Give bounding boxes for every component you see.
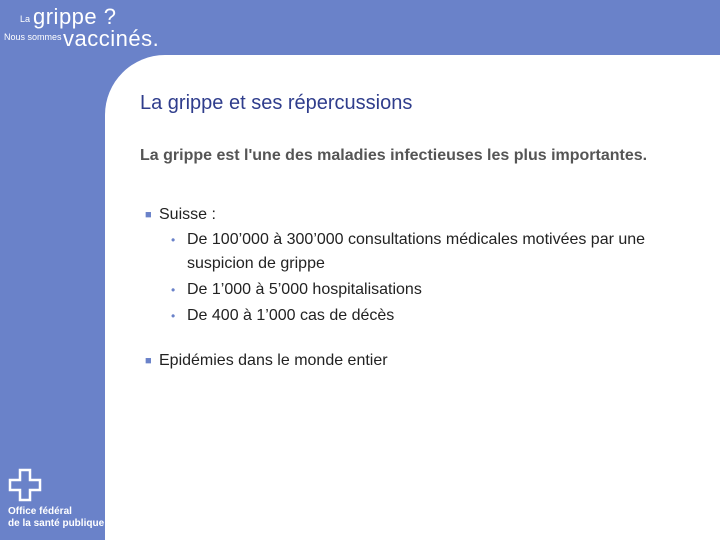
sub-bullet-label: De 400 à 1’000 cas de décès xyxy=(187,307,395,324)
dot-bullet-icon: • xyxy=(171,233,176,247)
office-name-line-2: de la santé publique xyxy=(8,518,105,529)
bullet-item xyxy=(145,204,715,226)
office-logo xyxy=(6,468,104,534)
slide-title: La grippe et ses répercussions xyxy=(140,92,413,114)
campaign-logo xyxy=(0,0,200,55)
logo-big-text-2: vaccinés. xyxy=(63,26,160,51)
sub-bullet-item xyxy=(171,304,715,328)
logo-small-text-1: La xyxy=(20,14,31,24)
sub-bullet-item xyxy=(171,278,715,302)
bullet-list xyxy=(145,204,715,372)
intro-text: La grippe est l'une des maladies infectieuses les plus importantes. xyxy=(140,147,648,164)
sub-bullet-label: De 1’000 à 5’000 hospitalisations xyxy=(187,281,422,298)
office-name-line-1: Office fédéral xyxy=(8,506,72,517)
sub-bullet-item xyxy=(171,228,715,276)
sub-bullet-label: De 100’000 à 300’000 consultations médicales motivées par une suspicion de grippe xyxy=(187,231,646,272)
bullet-label: Suisse : xyxy=(159,206,216,223)
dot-bullet-icon: • xyxy=(171,283,176,297)
dot-bullet-icon: • xyxy=(171,309,176,323)
logo-big-text-1: grippe ? xyxy=(33,4,117,29)
bullet-item xyxy=(145,350,715,372)
bullet-label: Epidémies dans le monde entier xyxy=(159,352,388,369)
logo-small-text-2: Nous sommes xyxy=(4,32,62,42)
square-bullet-icon: ■ xyxy=(145,209,152,221)
swiss-cross-icon xyxy=(8,468,42,502)
square-bullet-icon: ■ xyxy=(145,355,152,367)
